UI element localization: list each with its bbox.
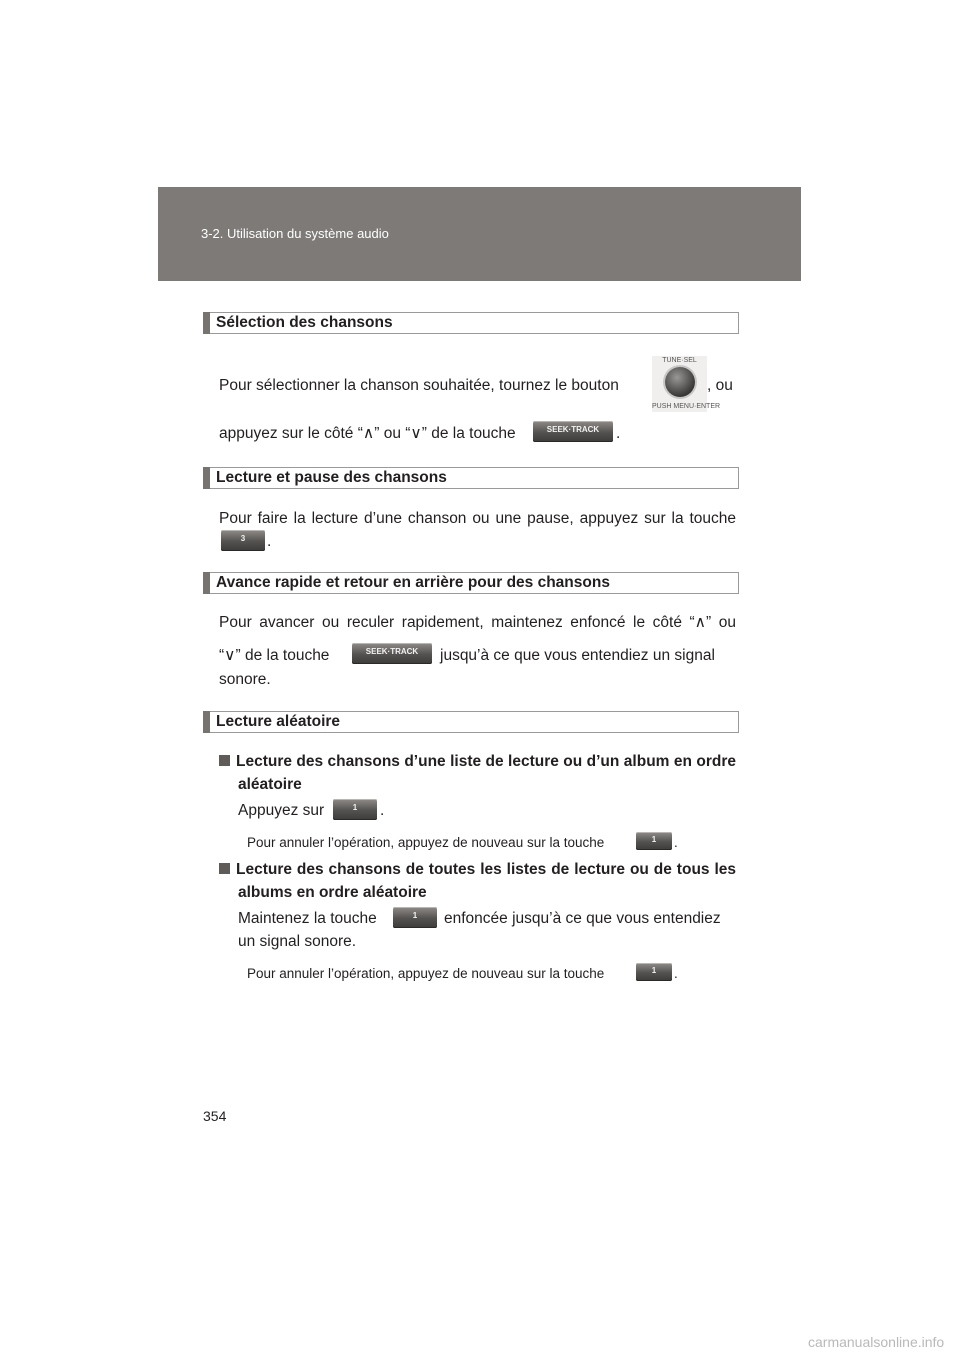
subheading-text: Lecture des chansons de toutes les listes de lecture ou de tous les [236,861,736,878]
breadcrumb: 3-2. Utilisation du système audio [201,226,389,241]
section-title: Sélection des chansons [216,314,393,331]
paragraph-text: jusqu’à ce que vous entendiez un signal [440,647,715,664]
watermark-text: carmanualsonline.info [808,1334,945,1350]
key-1-icon: 1 [393,907,437,928]
paragraph-text: enfoncée jusqu’à ce que vous entendiez [444,910,721,927]
square-bullet-icon [219,863,230,874]
paragraph-text: Pour avancer ou reculer rapidement, maintenez enfoncé le côté “∧” ou [219,614,736,631]
section-heading-play-pause [203,467,739,489]
page-number: 354 [203,1108,227,1124]
subheading [219,750,736,773]
subheading-text: albums en ordre aléatoire [238,884,427,901]
paragraph-text: Maintenez la touche [238,910,377,927]
chapter-header-band [158,187,801,281]
paragraph-text: . [267,533,272,550]
seek-track-key-icon: SEEK·TRACK [352,643,432,664]
section-title: Lecture aléatoire [216,713,341,730]
key-1-icon: 1 [636,832,672,850]
subheading [219,858,736,881]
paragraph-text: Pour sélectionner la chanson souhaitée, tournez le bouton [219,377,619,394]
section-title: Lecture et pause des chansons [216,469,447,486]
section-heading-random [203,711,739,733]
key-3-icon: 3 [221,530,265,551]
knob-label-bottom: PUSH MENU·ENTER [652,403,721,410]
key-1-icon: 1 [333,799,377,820]
note-text: Pour annuler l’opération, appuyez de nouveau sur la touche [247,835,605,850]
section-title: Avance rapide et retour en arrière pour des chansons [216,574,610,591]
paragraph-text: . [380,802,385,819]
note-text: . [674,835,678,850]
paragraph-text: . [616,425,621,442]
subheading-text: Lecture des chansons d’une liste de lecture ou d’un album en ordre [236,753,736,770]
knob-icon [665,367,695,397]
paragraph-text: “∨” de la touche [219,647,330,664]
paragraph-text: sonore. [219,671,271,688]
note-text: . [674,966,678,981]
paragraph-text: appuyez sur le côté “∧” ou “∨” de la touche [219,425,516,442]
key-1-icon: 1 [636,963,672,981]
paragraph-text: un signal sonore. [238,933,357,950]
paragraph-text: Appuyez sur [238,802,325,819]
note-text: Pour annuler l’opération, appuyez de nouveau sur la touche [247,966,605,981]
knob-label-top: TUNE·SEL [662,357,697,364]
section-heading-selection [203,312,739,334]
seek-track-key-icon: SEEK·TRACK [533,421,613,442]
subheading-text: aléatoire [238,776,302,793]
paragraph-text: Pour faire la lecture d’une chanson ou une pause, appuyez sur la touche [219,510,736,527]
square-bullet-icon [219,755,230,766]
paragraph-text: , ou [707,377,733,394]
section-heading-fast-forward [203,572,739,594]
